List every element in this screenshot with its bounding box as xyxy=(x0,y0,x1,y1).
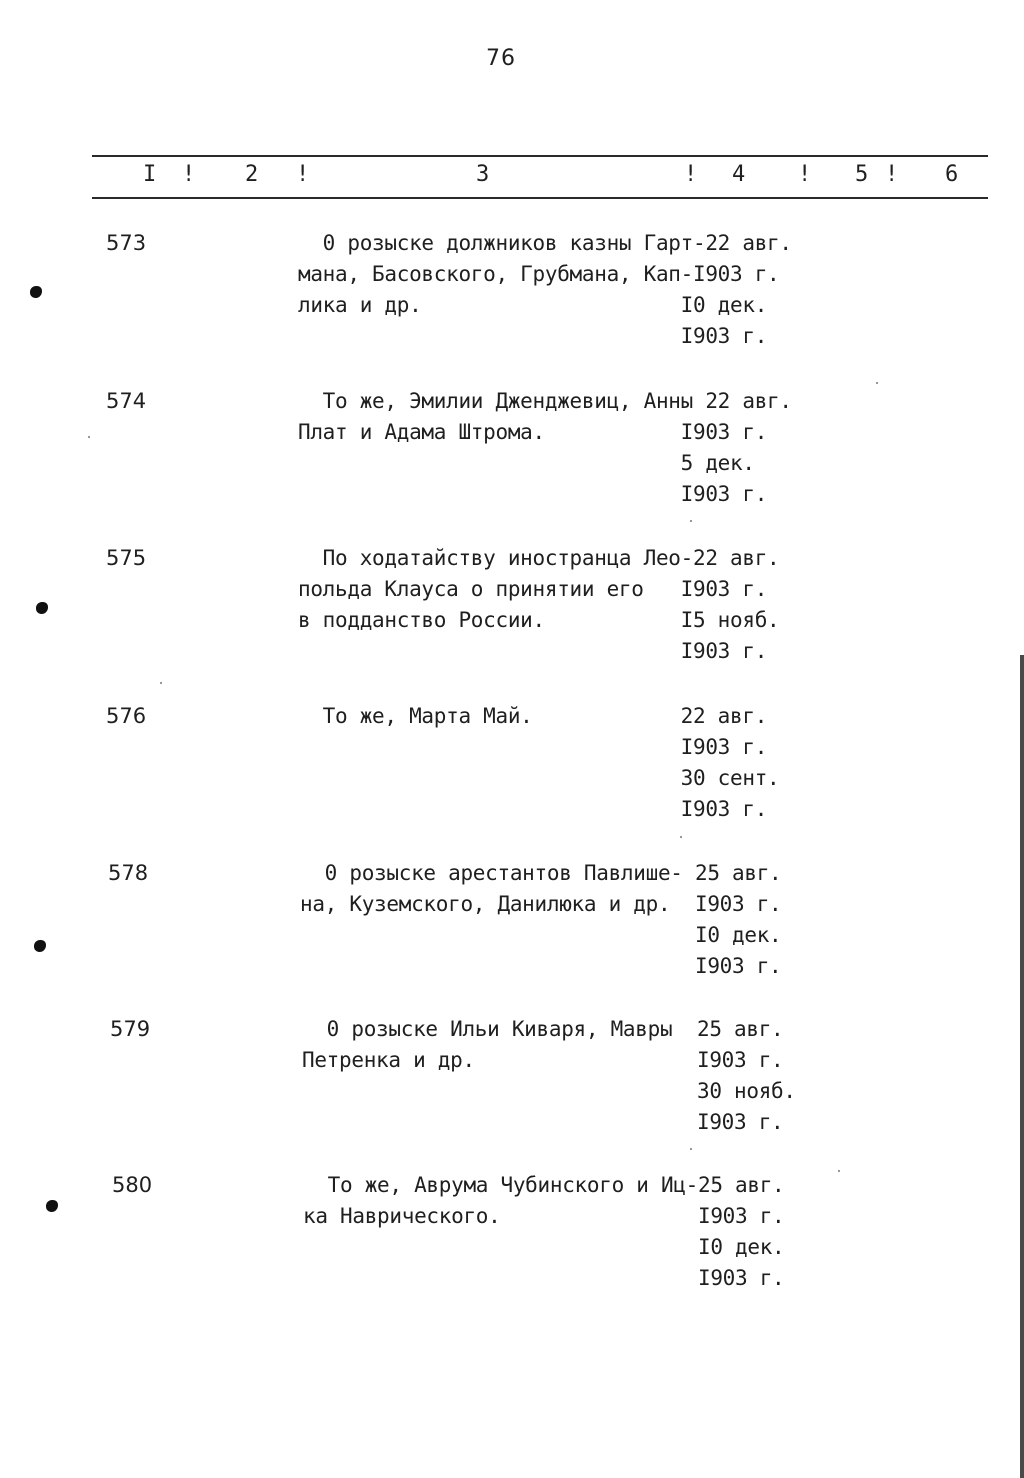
entry-line: Петренка и др. I903 г. xyxy=(302,1048,784,1072)
header-separator: ! xyxy=(798,162,812,187)
entry-line: 0 розыске должников казны Гарт-22 авг. xyxy=(298,231,792,255)
entry-line: I903 г. xyxy=(303,1266,785,1290)
header-bottom-rule xyxy=(92,197,988,199)
entry-line: лика и др. I0 дек. xyxy=(298,293,768,317)
entry-line: По ходатайству иностранца Лео-22 авг. xyxy=(298,546,780,570)
entry-580 xyxy=(0,1173,1024,1303)
entry-line: I903 г. xyxy=(298,324,768,348)
entry-line: I903 г. xyxy=(298,639,768,663)
entry-number: 576 xyxy=(106,704,147,728)
entry-line: I0 дек. xyxy=(300,923,782,947)
entry-578 xyxy=(0,861,1024,991)
entry-line: на, Куземского, Данилюка и др. I903 г. xyxy=(300,892,782,916)
header-col-6: 6 xyxy=(945,162,959,187)
entry-575 xyxy=(0,546,1024,676)
entry-number: 573 xyxy=(106,231,147,255)
entry-number: 574 xyxy=(106,389,147,413)
scan-speck xyxy=(88,436,90,438)
header-col-5: 5 xyxy=(855,162,869,187)
entry-number: 575 xyxy=(106,546,147,570)
entry-line: I903 г. xyxy=(302,1110,784,1134)
scan-speck xyxy=(690,520,692,522)
entry-line: I903 г. xyxy=(298,735,768,759)
entry-line: То же, Аврума Чубинского и Иц-25 авг. xyxy=(303,1173,785,1197)
scan-speck xyxy=(160,682,162,684)
header-separator: ! xyxy=(684,162,698,187)
entry-line: 0 розыске Ильи Киваря, Мавры 25 авг. xyxy=(302,1017,784,1041)
entry-line: ка Навричеcкого. I903 г. xyxy=(303,1204,785,1228)
header-top-rule xyxy=(92,155,988,157)
entry-line: польда Клауса о принятии его I903 г. xyxy=(298,577,768,601)
entry-number: 580 xyxy=(112,1173,153,1197)
entry-line: 0 розыске арестантов Павлише- 25 авг. xyxy=(300,861,782,885)
entry-573 xyxy=(0,231,1024,361)
entry-574 xyxy=(0,389,1024,519)
header-col-2: 2 xyxy=(245,162,259,187)
scan-speck xyxy=(680,836,682,838)
header-separator: ! xyxy=(885,162,899,187)
entry-line: То же, Эмилии Дженджевиц, Анны 22 авг. xyxy=(298,389,792,413)
header-separator: ! xyxy=(296,162,310,187)
entry-line: I903 г. xyxy=(300,954,782,978)
entry-line: Плат и Адама Штрома. I903 г. xyxy=(298,420,768,444)
entry-576 xyxy=(0,704,1024,834)
entry-line: I903 г. xyxy=(298,482,768,506)
scan-edge-shadow xyxy=(1020,655,1024,1478)
header-separator: ! xyxy=(182,162,196,187)
entry-line: I903 г. xyxy=(298,797,768,821)
entry-579 xyxy=(0,1017,1024,1147)
page-number: 76 xyxy=(486,46,516,71)
scan-speck xyxy=(690,1148,692,1150)
scan-speck xyxy=(876,382,878,384)
entry-line: I0 дек. xyxy=(303,1235,785,1259)
header-col-3: 3 xyxy=(476,162,490,187)
entry-number: 579 xyxy=(110,1017,151,1041)
entry-line: 5 дек. xyxy=(298,451,755,475)
header-col-4: 4 xyxy=(732,162,746,187)
scan-speck xyxy=(838,1170,840,1172)
entry-line: 30 нояб. xyxy=(302,1079,796,1103)
entry-number: 578 xyxy=(108,861,149,885)
entry-line: 30 сент. xyxy=(298,766,780,790)
entry-line: То же, Марта Май. 22 авг. xyxy=(298,704,768,728)
entry-line: мана, Басовского, Грубмана, Кап-I903 г. xyxy=(298,262,780,286)
header-col-1: I xyxy=(143,162,157,187)
entry-line: в подданство России. I5 нояб. xyxy=(298,608,780,632)
